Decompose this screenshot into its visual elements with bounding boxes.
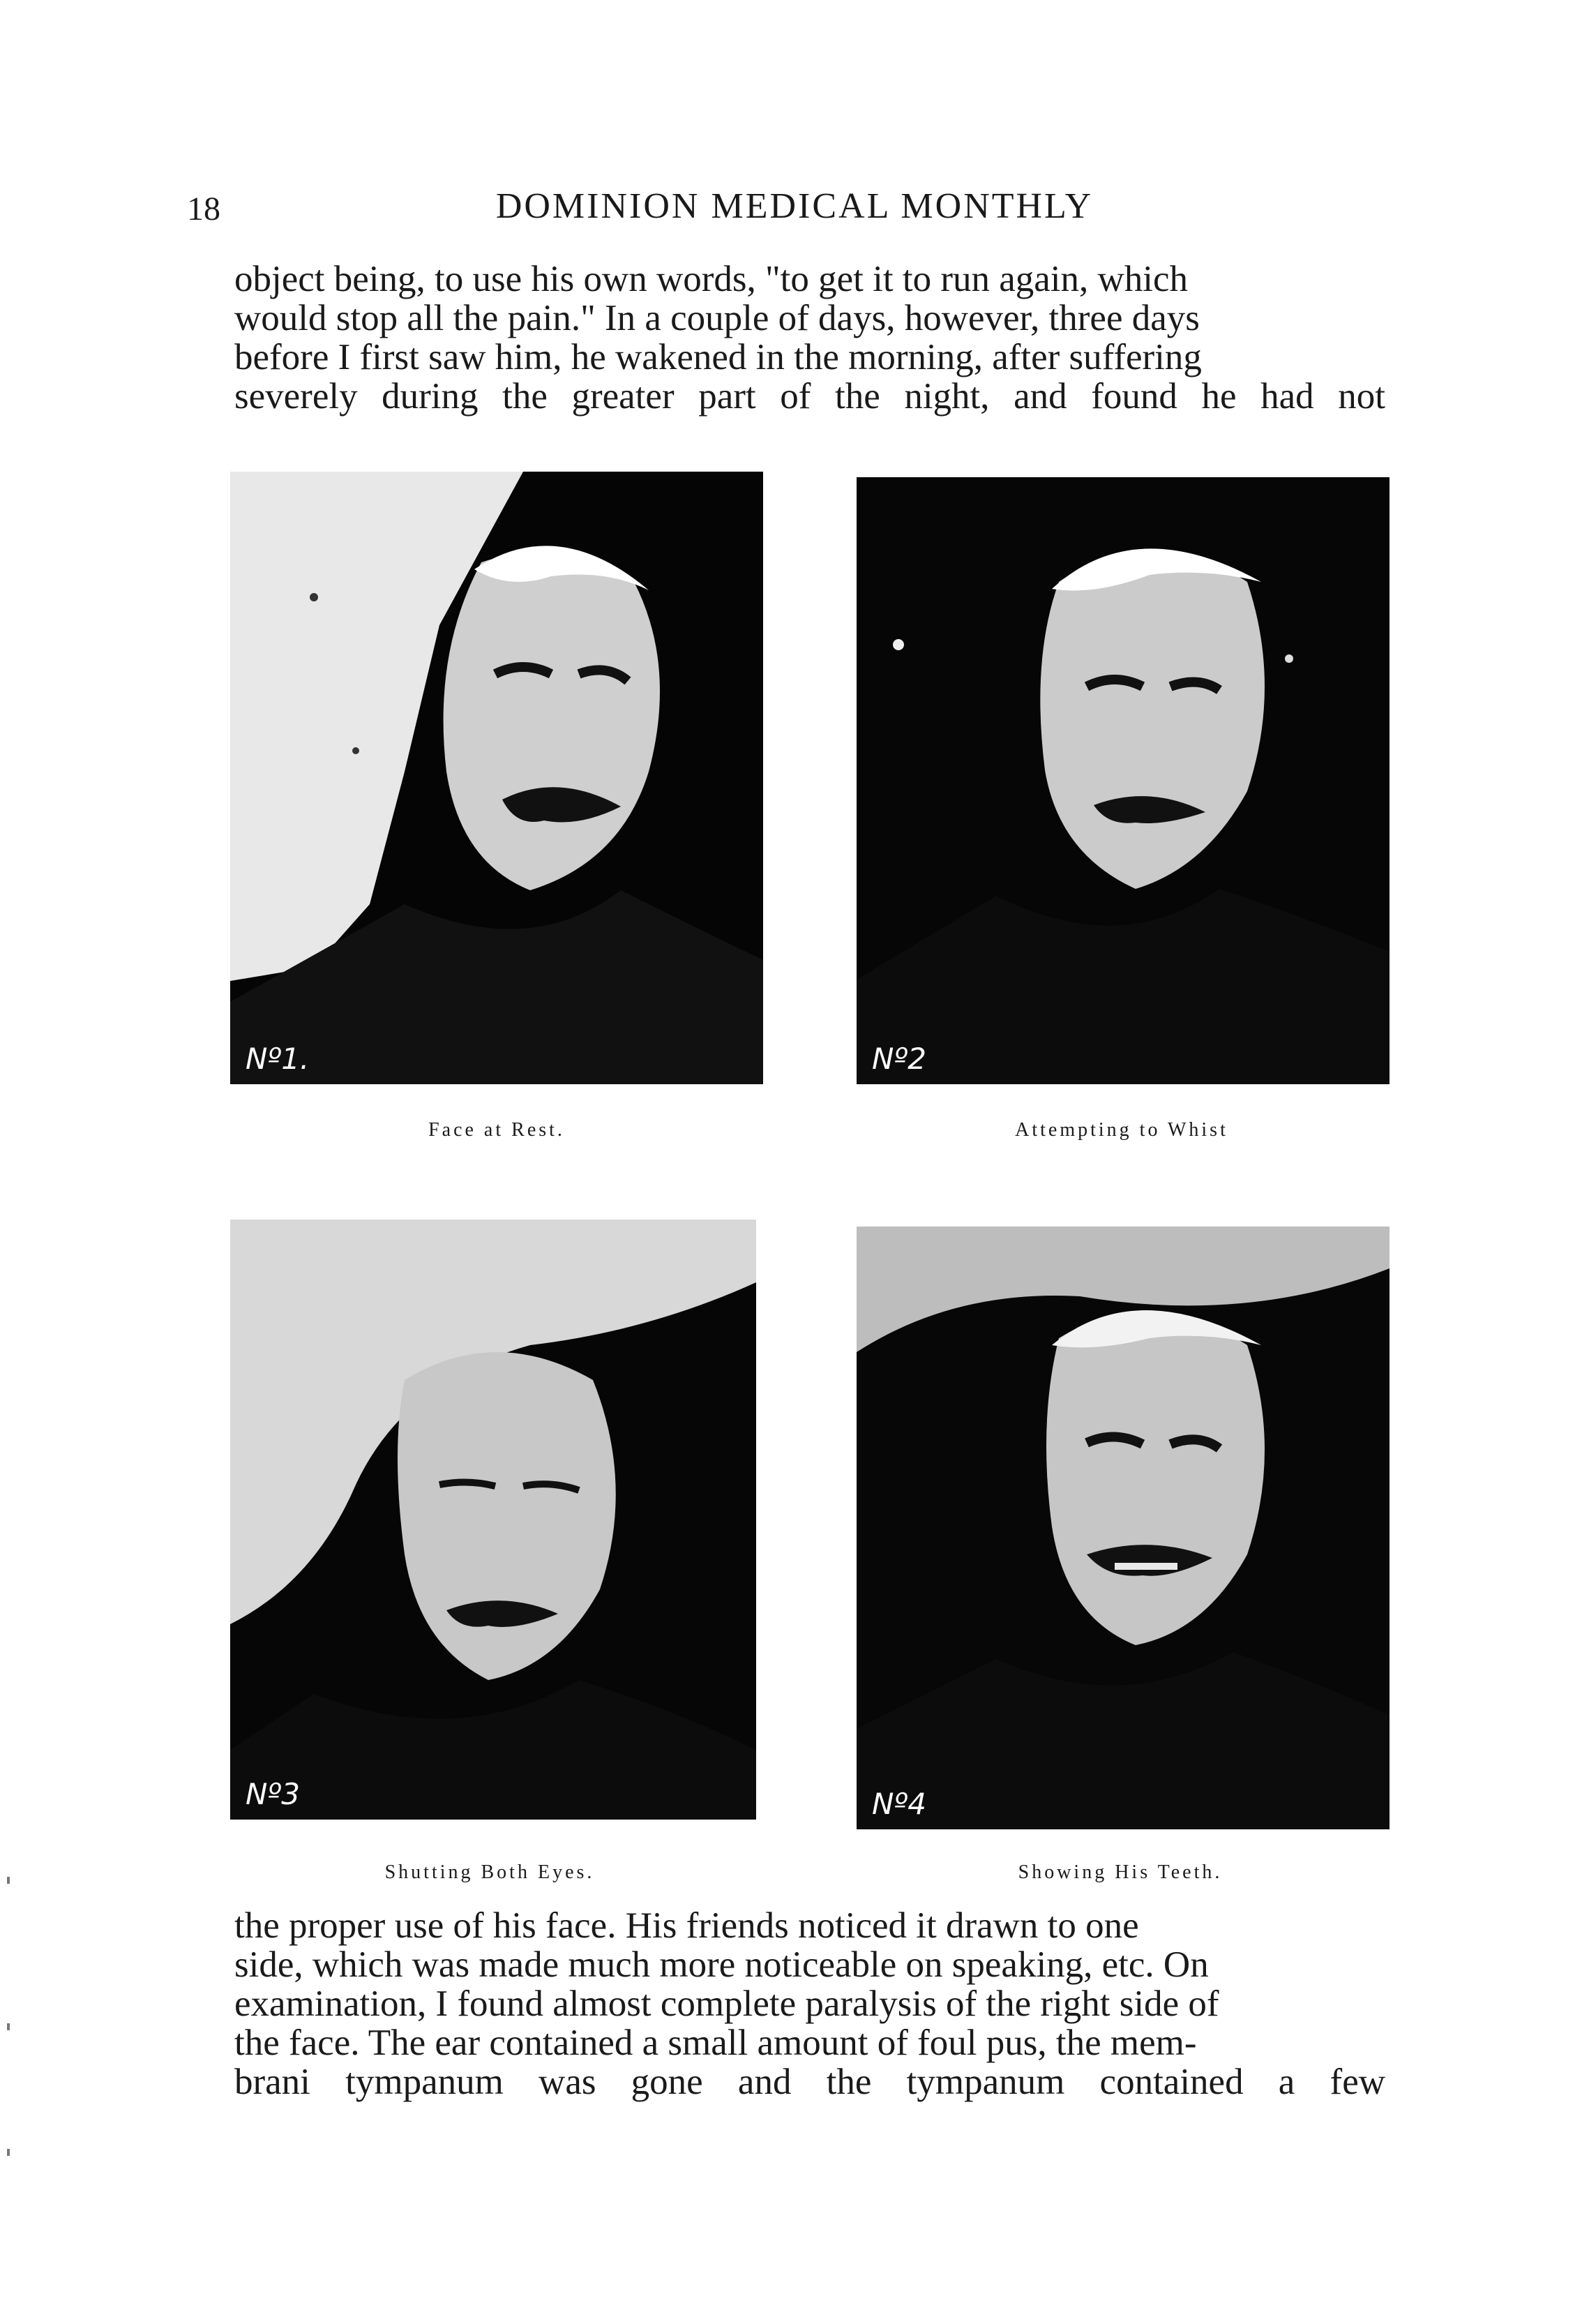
photo-2 — [857, 477, 1390, 1084]
portrait-shutting-both-eyes — [230, 1220, 756, 1820]
text-line: before I first saw him, he wakened in the morning, after suffering — [234, 337, 1202, 377]
portrait-showing-his-teeth — [857, 1227, 1390, 1829]
portrait-face-at-rest — [230, 472, 763, 1084]
text-line: examination, I found almost complete paralysis of the right side of — [234, 1984, 1219, 2024]
photo-4 — [857, 1227, 1390, 1829]
caption-3: Shutting Both Eyes. — [384, 1861, 595, 1883]
margin-mark — [7, 2149, 10, 2156]
top-paragraph — [234, 260, 1385, 416]
margin-mark — [7, 1877, 10, 1884]
figure-number-3: Nº3 — [246, 1777, 300, 1811]
portrait-attempting-to-whistle — [857, 477, 1390, 1084]
photo-3 — [230, 1220, 756, 1820]
figure-number-2: Nº2 — [872, 1042, 926, 1076]
running-head: DOMINION MEDICAL MONTHLY — [495, 186, 1094, 226]
caption-1: Face at Rest. — [428, 1119, 565, 1141]
bottom-paragraph — [234, 1906, 1385, 2101]
text-line: severely during the greater part of the night, and found he had not — [234, 376, 1385, 417]
page-number: 18 — [187, 190, 220, 227]
text-line: brani tympanum was gone and the tympanum contained a few — [234, 2062, 1385, 2102]
text-line: the proper use of his face. His friends noticed it drawn to one — [234, 1905, 1139, 1946]
text-line: would stop all the pain." In a couple of days, however, three days — [234, 298, 1200, 338]
caption-2: Attempting to Whist — [1015, 1119, 1228, 1141]
text-line: object being, to use his own words, "to get it to run again, which — [234, 259, 1189, 299]
margin-mark — [7, 2023, 10, 2030]
photo-1 — [230, 472, 763, 1084]
text-line: the face. The ear contained a small amount of foul pus, the mem- — [234, 2023, 1197, 2063]
text-line: side, which was made much more noticeable on speaking, etc. On — [234, 1944, 1209, 1985]
figure-number-1: Nº1. — [246, 1042, 310, 1076]
figure-number-4: Nº4 — [872, 1787, 926, 1821]
caption-4: Showing His Teeth. — [1018, 1861, 1223, 1883]
